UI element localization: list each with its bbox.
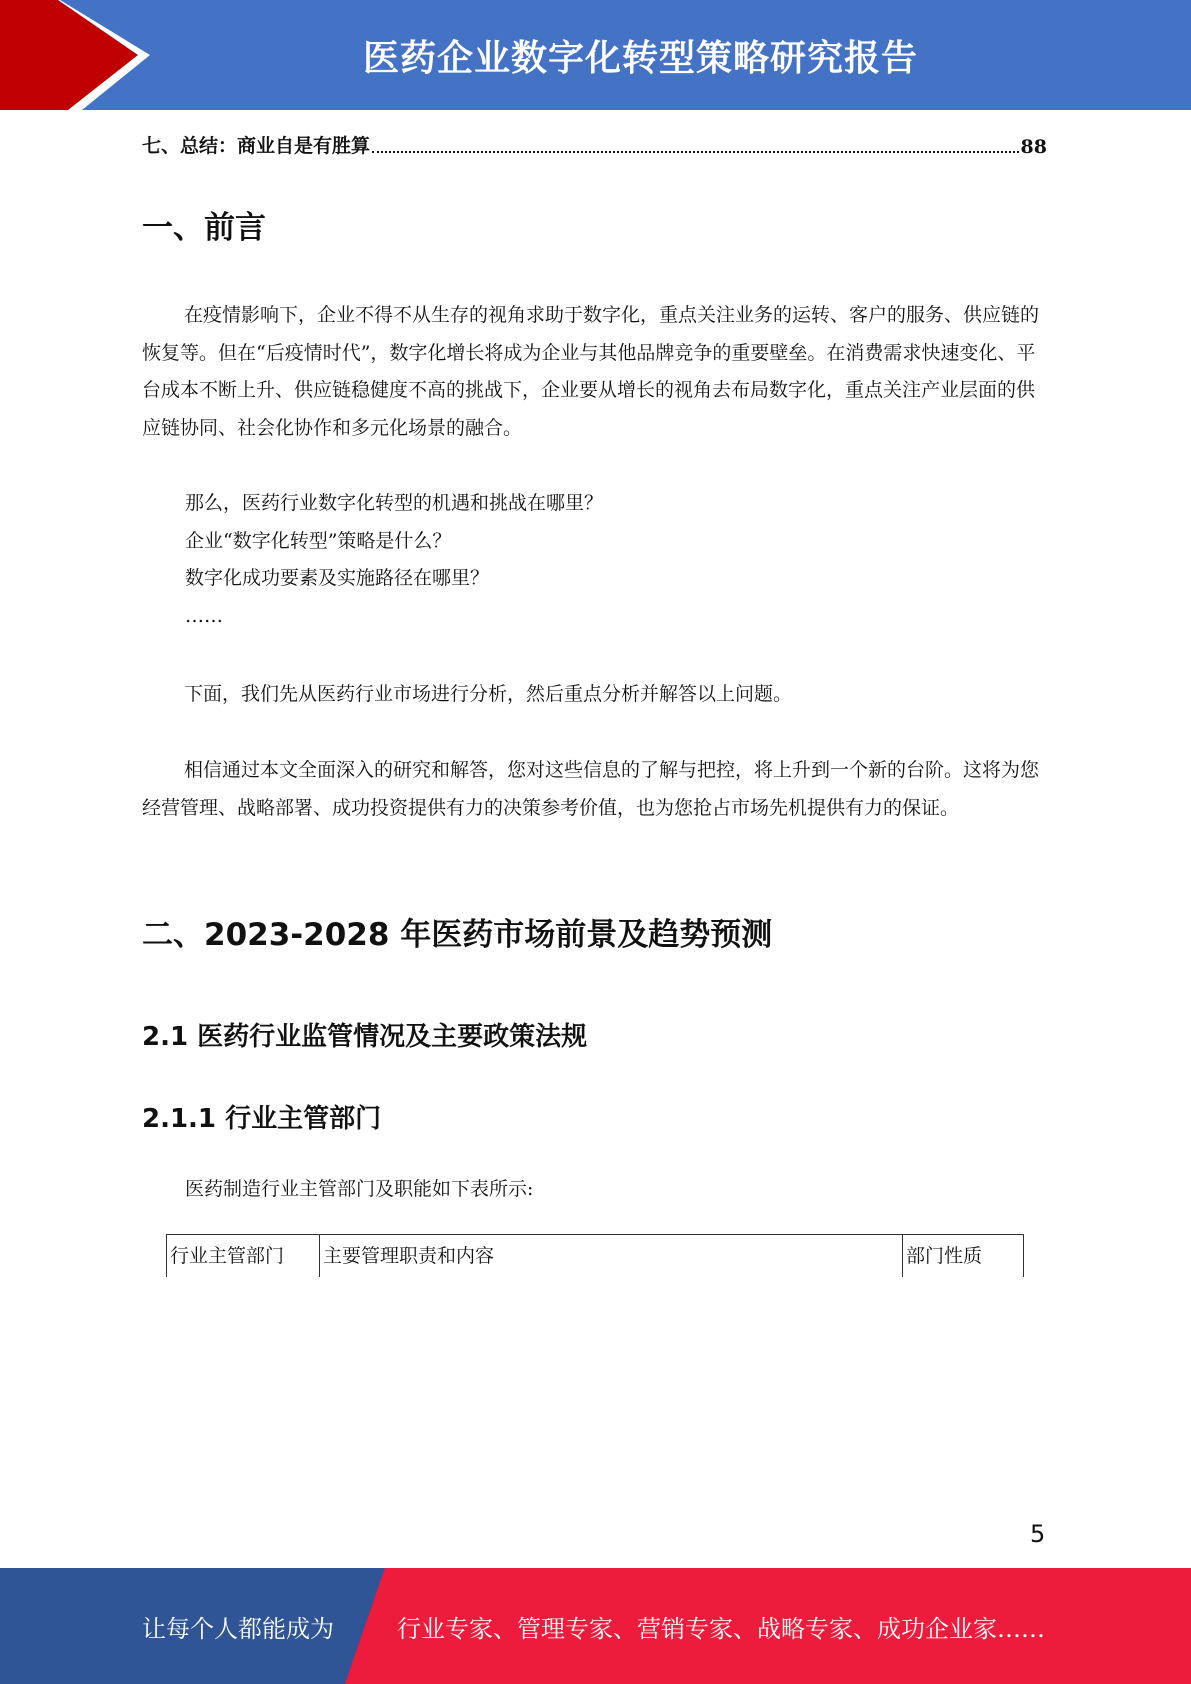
footer-slogan-left: 让每个人都能成为 xyxy=(142,1614,334,1643)
authorities-table-header xyxy=(166,1234,1024,1277)
question-line: 数字化成功要素及实施路径在哪里？ xyxy=(185,567,490,589)
footer-slogan-right: 行业专家、管理专家、营销专家、战略专家、成功企业家…… xyxy=(397,1614,1045,1643)
toc-label: 七、总结：商业自是有胜算 xyxy=(142,135,371,157)
table-right-border xyxy=(1023,1235,1024,1277)
table-header-cell: 主要管理职责和内容 xyxy=(319,1235,902,1277)
question-line: 那么，医药行业数字化转型的机遇和挑战在哪里？ xyxy=(185,492,604,514)
question-line: 企业“数字化转型”策略是什么？ xyxy=(185,530,452,552)
report-title: 医药企业数字化转型策略研究报告 xyxy=(362,37,918,79)
toc-entry[interactable] xyxy=(142,131,1047,158)
table-intro-text: 医药制造行业主管部门及职能如下表所示: xyxy=(185,1178,534,1200)
section-heading-market-outlook: 二、2023-2028 年医药市场前景及趋势预测 xyxy=(142,917,773,953)
page-number: 5 xyxy=(1030,1520,1046,1548)
subsection-heading-regulation: 2.1 医药行业监管情况及主要政策法规 xyxy=(142,1022,588,1052)
ellipsis-line: …… xyxy=(185,605,223,627)
toc-leader-dots xyxy=(372,151,1019,153)
section-heading-preface: 一、前言 xyxy=(142,210,266,246)
subsection-heading-authorities: 2.1.1 行业主管部门 xyxy=(142,1104,382,1134)
preface-paragraph-1: 在疫情影响下，企业不得不从生存的视角求助于数字化，重点关注业务的运转、客户的服务、供应链的恢复等。但在“后疫情时代”，数字化增长将成为企业与其他品牌竞争的重要壁垒。在消费需求快速变化、平台成本不断上升、供应链稳健度不高的挑战下，企业要从增长的视角去布局数字化，重点关注产业层面的供应链协同、社会化协作和多元化场景的融合。 xyxy=(142,304,1040,439)
preface-paragraph-2: 下面，我们先从医药行业市场进行分析，然后重点分析并解答以上问题。 xyxy=(184,683,793,705)
preface-paragraph-3: 相信通过本文全面深入的研究和解答，您对这些信息的了解与把控，将上升到一个新的台阶。这将为您经营管理、战略部署、成功投资提供有力的决策参考价值，也为您抢占市场先机提供有力的保证。 xyxy=(142,759,1040,819)
page-header xyxy=(0,0,1191,110)
toc-page-number: 88 xyxy=(1020,136,1047,158)
table-header-cell: 部门性质 xyxy=(902,1235,1024,1277)
table-header-cell: 行业主管部门 xyxy=(166,1235,319,1277)
page-footer xyxy=(0,1568,1191,1684)
